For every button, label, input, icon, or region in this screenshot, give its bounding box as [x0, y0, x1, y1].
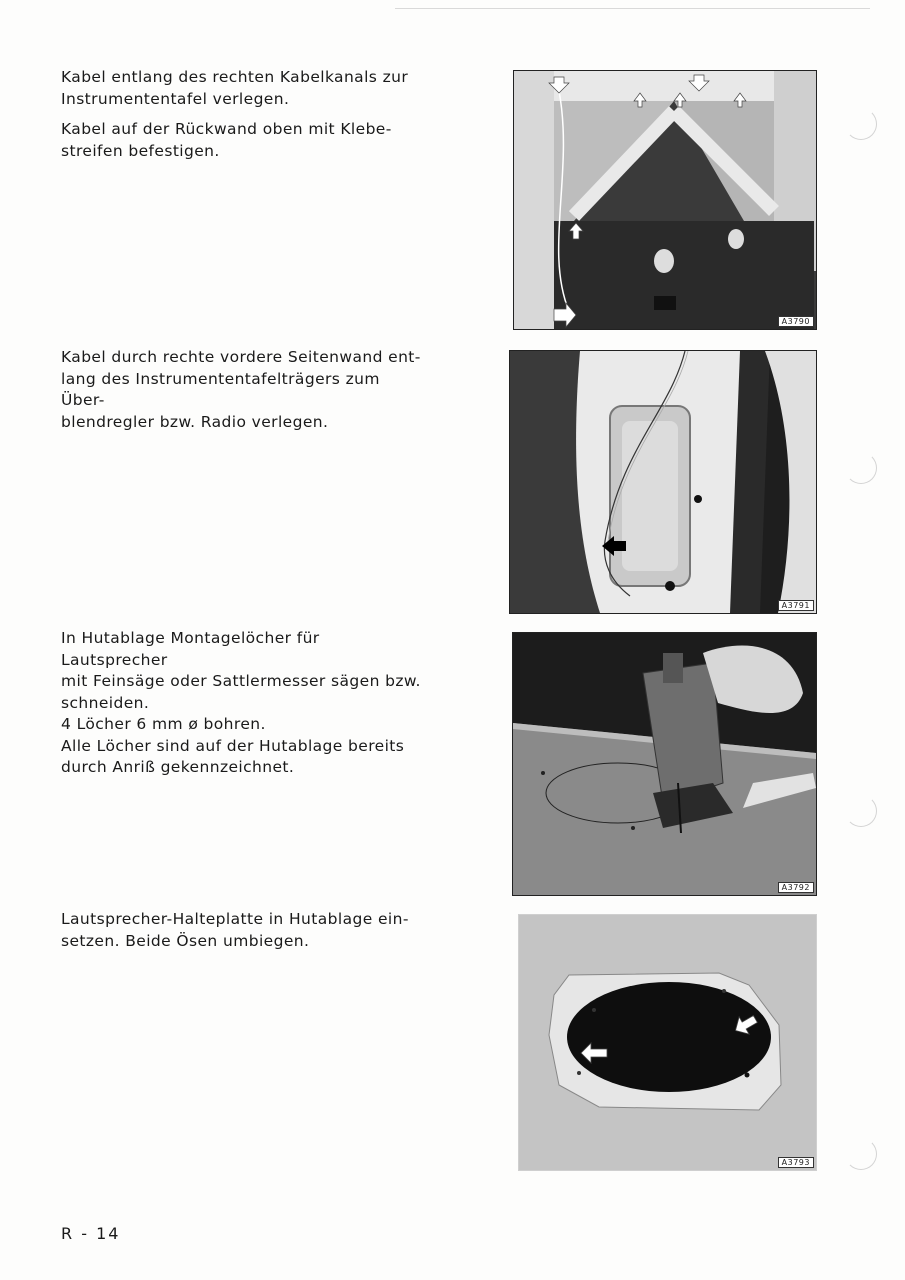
punch-hole-mark: [845, 452, 877, 484]
figure-label: A3792: [778, 882, 814, 893]
figure-photo-4: [518, 914, 817, 1171]
instruction-text-2: [61, 347, 421, 442]
instruction-paragraph: Kabel entlang des rechten Kabelkanals zur Instrumententafel verlegen.: [61, 68, 409, 108]
instruction-text-1: [61, 67, 421, 171]
photo-speaker-plate: [519, 915, 816, 1170]
figure-photo-3: [512, 632, 817, 896]
page-number: R - 14: [61, 1224, 121, 1243]
instruction-paragraph: Lautsprecher-Halteplatte in Hutablage ein- setzen. Beide Ösen umbiegen.: [61, 910, 409, 950]
photo-jigsaw-cutting: [513, 633, 816, 895]
figure-label: A3793: [778, 1157, 814, 1168]
photo-side-wall-cable: [510, 351, 816, 613]
instruction-paragraph: Kabel auf der Rückwand oben mit Klebe- streifen befestigen.: [61, 120, 392, 160]
instruction-text-4: [61, 909, 421, 961]
top-rule: [395, 8, 870, 9]
punch-hole-mark: [845, 1138, 877, 1170]
figure-label: A3790: [778, 316, 814, 327]
instruction-paragraph: In Hutablage Montagelöcher für Lautsprecher mit Feinsäge oder Sattlermesser sägen bzw. schneiden. 4 Löcher 6 mm ø bohren. Alle Löcher sind auf der Hutablage bereits durch Anriß gekennzeichnet.: [61, 629, 421, 776]
figure-photo-2: [509, 350, 817, 614]
punch-hole-mark: [845, 795, 877, 827]
figure-label: A3791: [778, 600, 814, 611]
punch-hole-mark: [845, 108, 877, 140]
figure-photo-1: [513, 70, 817, 330]
instruction-paragraph: Kabel durch rechte vordere Seitenwand ent- lang des Instrumententafelträgers zum Über- blendregler bzw. Radio verlegen.: [61, 348, 421, 431]
instruction-text-3: [61, 628, 421, 788]
photo-rear-shelf-frame: [514, 71, 816, 329]
